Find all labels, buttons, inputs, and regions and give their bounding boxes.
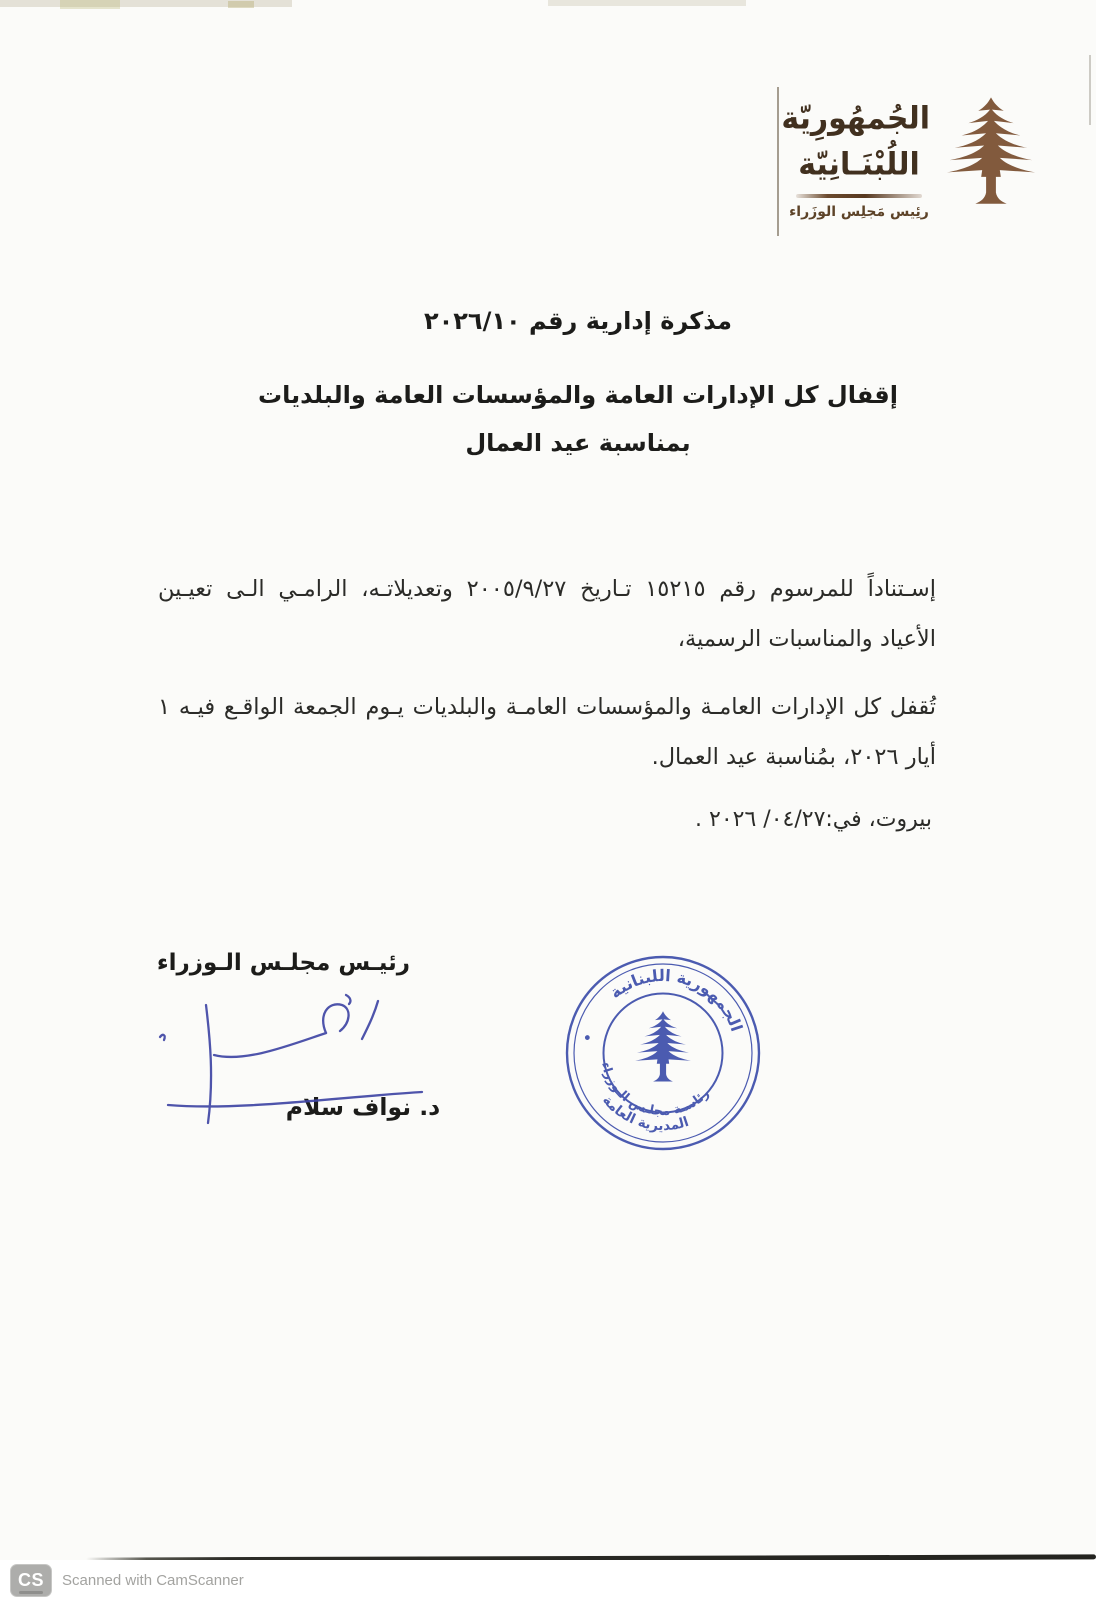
camscanner-logo xyxy=(10,1564,52,1597)
memo-number-line: مذكرة إدارية رقم ٢٠٢٦/١٠ xyxy=(423,307,732,335)
p2-line2: أيار ٢٠٢٦، بمُناسبة عيد العمال. xyxy=(651,744,936,770)
p1-line1: إسـتناداً للمرسوم رقم ١٥٢١٥ تـاريخ ٢٠٠٥/٩/٢٧ وتعديلاتـه، الرامـي الـى تعيـين xyxy=(158,576,936,602)
scan-artifact-right-edge xyxy=(1089,55,1091,125)
memo-subject-line1: إقفال كل الإدارات العامة والمؤسسات العامة والبلديات xyxy=(258,381,898,409)
memo-subject-line2: بمناسبة عيد العمال xyxy=(465,429,691,457)
stamp-cedar-icon xyxy=(635,1011,691,1081)
stamp-arc-top-text: الجمهورية اللبنانية xyxy=(606,965,747,1034)
stamp-arc-bottom-inner-text: رئاسـة مجلـس الـوزراء xyxy=(598,1060,712,1119)
date-place-label: بيروت، في: xyxy=(825,807,932,832)
date-line xyxy=(158,799,932,841)
paragraph-1 xyxy=(158,564,936,664)
camscanner-watermark-text: Scanned with CamScanner xyxy=(62,1572,244,1589)
scan-artifact-top-left-speck xyxy=(60,0,120,9)
memo-title-block xyxy=(108,303,1048,461)
letterhead xyxy=(781,86,1040,220)
cedar-tree-icon xyxy=(942,94,1040,206)
signature-title: رئيـس مجلـس الـوزراء xyxy=(156,950,410,976)
republic-calligraphy xyxy=(781,86,930,220)
letterhead-rule xyxy=(796,194,922,198)
signature-scribble xyxy=(140,993,440,1133)
republic-name-line1: الجُمهُورِيّة xyxy=(781,100,930,137)
stamp-separator-dot xyxy=(584,1035,590,1041)
p2-line1: تُقفل كل الإدارات العامـة والمؤسسات العامـة والبلديات يـوم الجمعة الواقـع فيـه ١ xyxy=(158,694,936,720)
official-stamp xyxy=(559,949,767,1157)
memo-body xyxy=(158,564,936,782)
header-divider-line xyxy=(777,87,779,236)
svg-text:المديرية العامة xyxy=(595,1090,695,1144)
scan-artifact-top-speck2 xyxy=(228,1,254,8)
republic-name-line2: اللُبْنَـانِيّة xyxy=(798,146,920,183)
pm-office-title: رئِيس مَجلِس الوزَراء xyxy=(789,204,929,220)
p1-line2: الأعياد والمناسبات الرسمية، xyxy=(677,626,936,652)
scan-artifact-top-mid xyxy=(548,0,746,6)
date-value: . ٢٠٢٦ /٠٤/٢٧ xyxy=(695,807,826,832)
paragraph-2 xyxy=(158,682,936,782)
scan-artifact-top-left xyxy=(0,0,292,7)
stamp-arc-bottom-outer-text: المديرية العامة xyxy=(599,1092,691,1135)
camscanner-logo-text: CS xyxy=(17,1570,44,1590)
signatory-name: د. نواف سلام xyxy=(285,1093,441,1121)
svg-text:الجمهورية اللبنانية xyxy=(603,949,757,1038)
